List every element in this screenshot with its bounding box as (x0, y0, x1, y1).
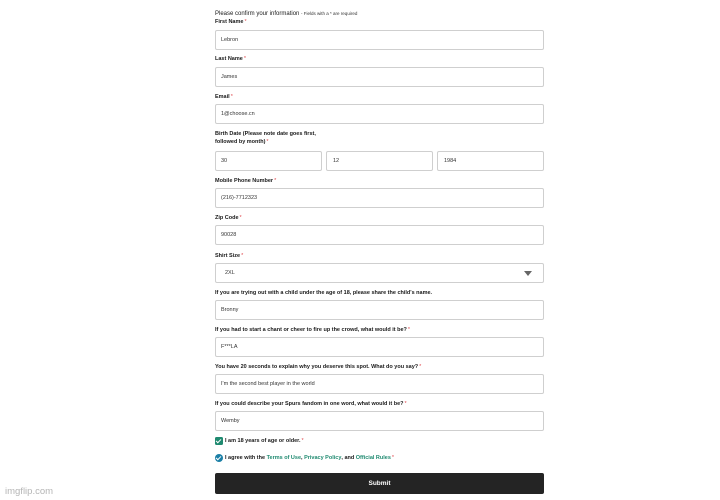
form-title: Please confirm your information (215, 11, 300, 17)
birth-day-value: 30 (221, 158, 228, 164)
zip-label: Zip Code* (215, 215, 242, 221)
registration-form (215, 10, 544, 461)
fandom-input[interactable] (215, 411, 544, 431)
watermark: imgflip.com (5, 486, 54, 497)
chant-value: F***LA (221, 344, 238, 350)
agree-required-star: * (391, 455, 395, 461)
deserve-value: I'm the second best player in the world (221, 381, 315, 387)
chant-input[interactable] (215, 337, 544, 357)
mobile-label: Mobile Phone Number* (215, 178, 277, 184)
zip-input[interactable] (215, 225, 544, 245)
agree-prefix: I agree with the (225, 455, 266, 461)
last-name-input[interactable] (215, 67, 544, 87)
agree-checkbox[interactable] (215, 454, 223, 462)
email-label: Email* (215, 94, 233, 100)
submit-button[interactable]: Submit (215, 473, 544, 494)
birth-day-input[interactable] (215, 151, 322, 171)
mobile-group (215, 177, 544, 185)
agree-sep2: , and (341, 455, 355, 461)
required-note: - Fields with a * are required (301, 11, 358, 16)
shirt-size-label: Shirt Size* (215, 253, 244, 259)
last-name-value: James (221, 74, 238, 80)
birth-month-input[interactable] (326, 151, 433, 171)
birth-date-group (215, 130, 544, 146)
shirt-size-group (215, 252, 544, 260)
age-check-row (215, 437, 304, 445)
form-header (215, 10, 544, 18)
mobile-input[interactable] (215, 188, 544, 208)
chant-label: If you had to start a chant or cheer to fire up the crowd, what would it be?* (215, 327, 411, 333)
chant-group (215, 326, 544, 334)
zip-group (215, 214, 544, 222)
birth-date-label-line2: followed by month)* (215, 139, 269, 145)
age-required-star: * (301, 438, 304, 444)
child-name-input[interactable] (215, 300, 544, 320)
email-value: 1@choose.cn (221, 111, 255, 117)
shirt-size-select[interactable] (215, 263, 544, 283)
shirt-size-value: 2XL (225, 270, 235, 276)
mobile-value: (216)-7712323 (221, 195, 258, 201)
deserve-group (215, 363, 544, 371)
first-name-input[interactable] (215, 30, 544, 50)
last-name-group (215, 55, 544, 63)
email-group (215, 93, 544, 101)
chevron-down-icon (524, 271, 532, 276)
privacy-link[interactable]: Privacy Policy (304, 455, 342, 461)
age-checkbox[interactable] (215, 437, 223, 445)
last-name-label: Last Name* (215, 56, 246, 62)
birth-year-value: 1984 (444, 158, 457, 164)
rules-link[interactable]: Official Rules (355, 455, 391, 461)
fandom-value: Wemby (221, 418, 240, 424)
email-input[interactable] (215, 104, 544, 124)
deserve-input[interactable] (215, 374, 544, 394)
agree-check-row (215, 454, 394, 462)
birth-date-label-line1: Birth Date (Please note date goes first, (215, 131, 316, 137)
child-name-group (215, 289, 544, 297)
child-name-value: Bronny (221, 307, 239, 313)
deserve-label: You have 20 seconds to explain why you deserve this spot. What do you say?* (215, 364, 422, 370)
birth-month-value: 12 (333, 158, 340, 164)
birth-year-input[interactable] (437, 151, 544, 171)
agree-sep1: , (301, 455, 303, 461)
age-check-label: I am 18 years of age or older. (225, 438, 301, 444)
terms-link[interactable]: Terms of Use (266, 455, 302, 461)
first-name-label: First Name* (215, 19, 247, 25)
zip-value: 90028 (221, 232, 237, 238)
first-name-value: Lebron (221, 37, 239, 43)
first-name-group (215, 18, 544, 26)
fandom-label: If you could describe your Spurs fandom in one word, what would it be?* (215, 401, 407, 407)
fandom-group (215, 400, 544, 408)
birth-date-row (215, 151, 544, 171)
child-name-label: If you are trying out with a child under the age of 18, please share the child's name. (215, 290, 433, 296)
